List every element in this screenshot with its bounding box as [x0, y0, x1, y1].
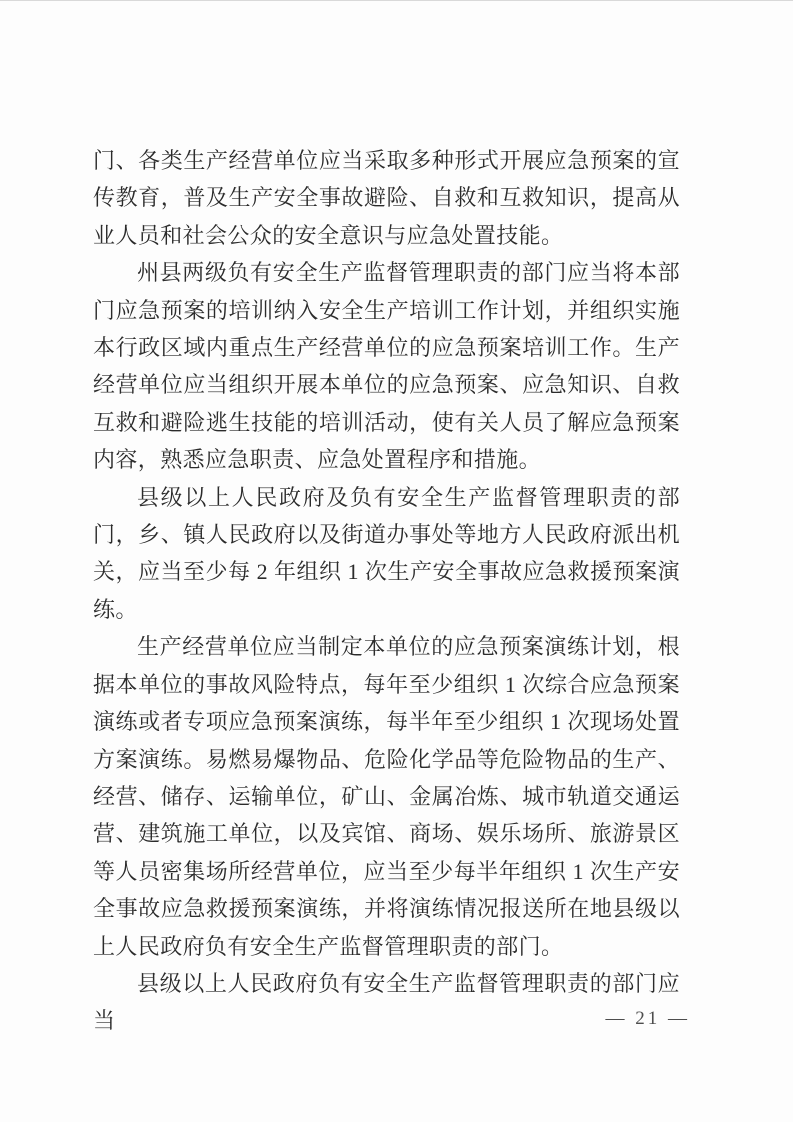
body-text — [93, 142, 680, 1040]
paragraph: 县级以上人民政府负有安全生产监督管理职责的部门应当 — [93, 970, 680, 1034]
paragraph: 门、各类生产经营单位应当采取多种形式开展应急预案的宣传教育，普及生产安全事故避险、自救和互救知识，提高从业人员和社会公众的安全意识与应急处置技能。 — [93, 148, 680, 248]
paragraph: 州县两级负有安全生产监督管理职责的部门应当将本部门应急预案的培训纳入安全生产培训工作计划，并组织实施本行政区域内重点生产经营单位的应急预案培训工作。生产经营单位应当组织开展本单位的应急预案、应急知识、自救互救和避险逃生技能的培训活动，使有关人员了解应急预案内容，熟悉应急职责、应急处置程序和措施。 — [93, 260, 680, 473]
paragraph: 生产经营单位应当制定本单位的应急预案演练计划，根据本单位的事故风险特点，每年至少组织 1 次综合应急预案演练或者专项应急预案演练，每半年至少组织 1 次现场处置方案演练。易燃易爆物品、危险化学品等危险物品的生产、经营、储存、运输单位，矿山、金属冶炼、城市轨道交通运营、建筑施工单位，以及宾馆、商场、娱乐场所、旅游景区等人员密集场所经营单位，应当至少每半年组织 1 次生产安全事故应急救援预案演练，并将演练情况报送所在地县级以上人民政府负有安全生产监督管理职责的部门。 — [93, 634, 680, 959]
page-number: — 21 — — [605, 1008, 690, 1029]
paragraph: 县级以上人民政府及负有安全生产监督管理职责的部门，乡、镇人民政府以及街道办事处等地方人民政府派出机关，应当至少每 2 年组织 1 次生产安全事故应急救援预案演练。 — [93, 484, 680, 622]
